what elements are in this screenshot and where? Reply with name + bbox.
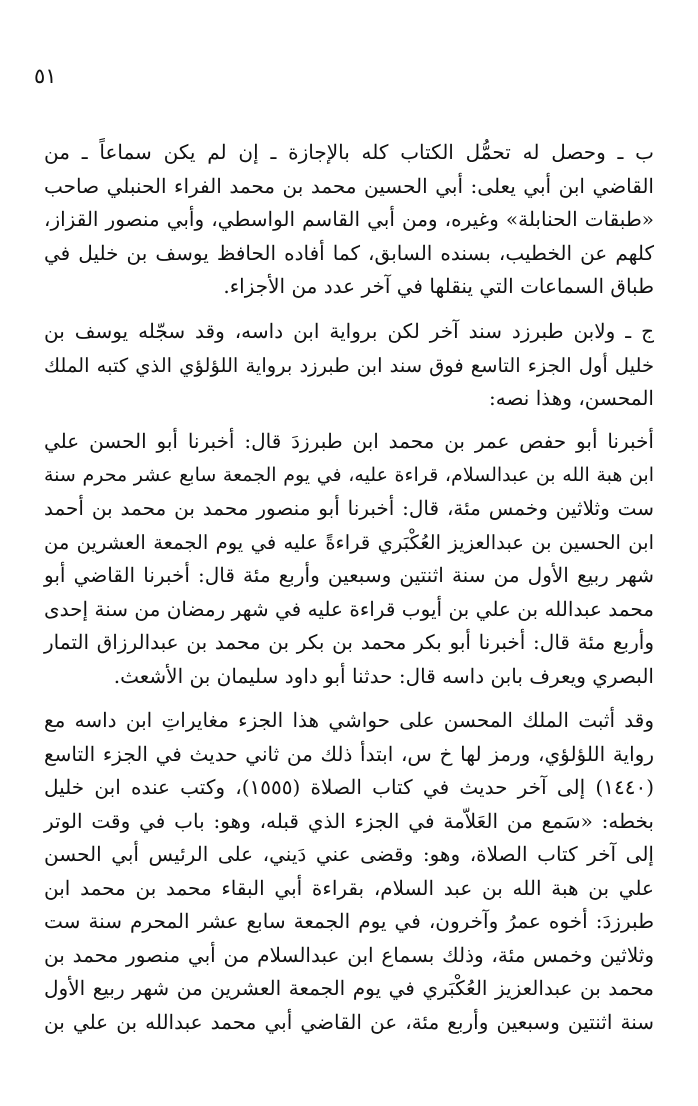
text-line: (١٤٤٠) إلى آخر حديث في كتاب الصلاة (١٥٥٥)، وكتب عنده ابن خليل bbox=[44, 775, 655, 799]
text-line: طبرزدَ: أخوه عمرُ وآخرون، في يوم الجمعة سابع عشر المحرم سنة ست bbox=[44, 909, 654, 933]
text-line: طباق السماعات التي ينقلها في آخر عدد من الأجزاء. bbox=[223, 274, 654, 298]
paragraph-b bbox=[44, 136, 654, 304]
paragraph-c bbox=[44, 315, 654, 416]
text-line: وأربع مئة قال: أخبرنا أبو بكر محمد بن بكر بن محمد بن عبدالرزاق التمار bbox=[44, 630, 654, 654]
text-line: وقد أثبت الملك المحسن على حواشي هذا الجزء مغايراتِ ابن داسه مع bbox=[44, 708, 654, 732]
text-line: خليل أول الجزء التاسع فوق سند ابن طبرزد برواية اللؤلؤي الذي كتبه الملك bbox=[44, 353, 654, 377]
page-number: ٥١ bbox=[34, 64, 57, 88]
paragraph-margin-notes bbox=[44, 704, 654, 1039]
text-line: سنة اثنتين وسبعين وأربع مئة، عن القاضي أبي محمد عبدالله بن علي بن bbox=[44, 1009, 654, 1034]
text-line: القاضي ابن أبي يعلى: أبي الحسين محمد بن محمد الفراء الحنبلي صاحب bbox=[44, 173, 654, 198]
text-line: بخطه: «سَمع من العَلاّمة في الجزء الذي قبله، وهو: باب في وقت الوتر bbox=[44, 808, 654, 833]
text-line: المحسن، وهذا نصه: bbox=[489, 386, 654, 410]
paragraph-isnad bbox=[44, 425, 654, 693]
text-line: البصري ويعرف بابن داسه قال: حدثنا أبو داود سليمان بن الأشعث. bbox=[113, 663, 654, 688]
text-line: شهر ربيع الأول من سنة اثنتين وسبعين وأربع مئة قال: أخبرنا القاضي أبو bbox=[44, 563, 654, 587]
text-line: أخبرنا أبو حفص عمر بن محمد ابن طبرزدَ قال: أخبرنا أبو الحسن علي bbox=[44, 429, 654, 453]
text-line: وثلاثين وخمس مئة، وذلك بسماع ابن عبدالسلام من أبي منصور محمد بن bbox=[44, 942, 654, 967]
text-line: علي بن هبة الله بن عبد السلام، بقراءة أبي البقاء محمد بن محمد ابن bbox=[44, 875, 654, 900]
text-line: محمد بن عبدالعزيز العُكْبَري في يوم الجمعة العشرين من شهر ربيع الأول bbox=[44, 976, 654, 1000]
text-line: ابن هبة الله بن عبدالسلام، قراءة عليه، في يوم الجمعة سابع عشر محرم سنة bbox=[44, 463, 654, 486]
text-line: محمد عبدالله بن علي بن أيوب قراءة عليه في شهر رمضان من سنة إحدى bbox=[44, 596, 654, 621]
text-line: رواية اللؤلؤي، ورمز لها خ س، ابتدأ ذلك من ثاني حديث في الجزء التاسع bbox=[44, 741, 655, 766]
text-line: ج ـ ولابن طبرزد سند آخر لكن برواية ابن داسه، وقد سجّله يوسف بن bbox=[44, 319, 654, 343]
text-line: ابن الحسين بن عبدالعزيز العُكْبَري قراءةً عليه في يوم الجمعة العشرين من bbox=[44, 530, 654, 554]
text-line: «طبقات الحنابلة» وغيره، ومن أبي القاسم الواسطي، وأبي منصور القزاز، bbox=[44, 207, 654, 231]
text-line: ست وثلاثين وخمس مئة، قال: أخبرنا أبو منصور محمد بن محمد بن أحمد bbox=[44, 496, 654, 520]
text-line: ب ـ وحصل له تحمُّل الكتاب كله بالإجازة ـ إن لم يكن سماعاً ـ من bbox=[44, 140, 654, 164]
text-line: كلهم عن الخطيب، بسنده السابق، كما أفاده الحافظ يوسف بن خليل في bbox=[44, 240, 654, 265]
text-line: إلى آخر كتاب الصلاة، وهو: وقضى عني دَيني، على الرئيس أبي الحسن bbox=[44, 842, 654, 866]
